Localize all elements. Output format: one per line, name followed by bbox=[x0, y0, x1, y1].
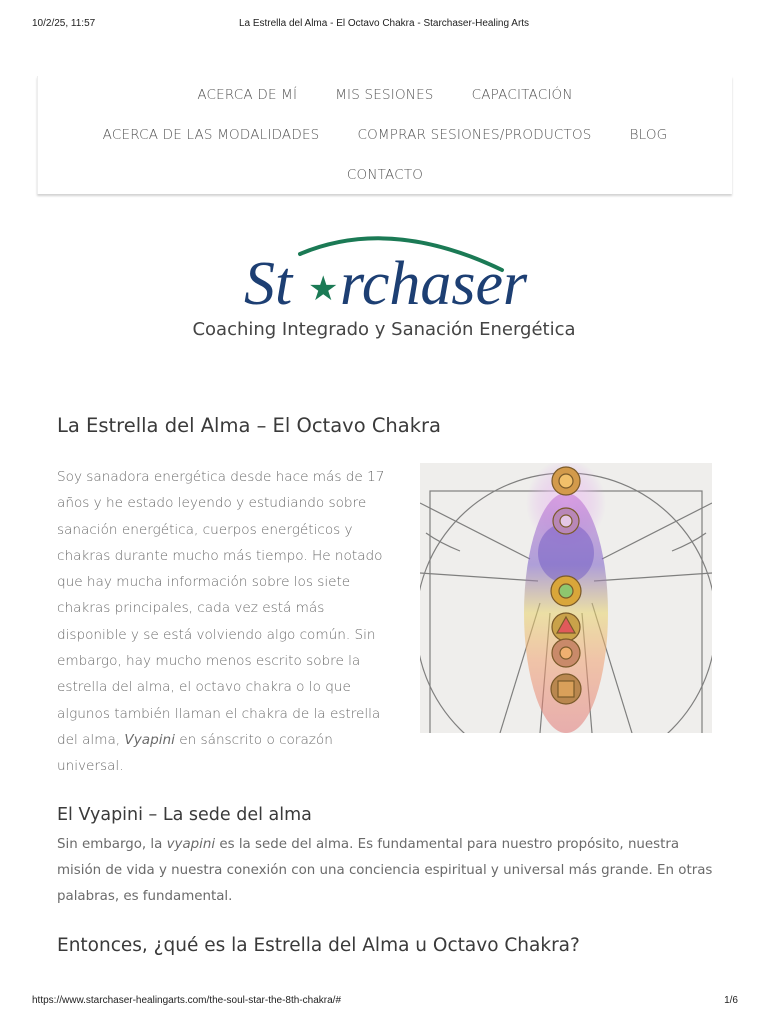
print-footer bbox=[0, 995, 768, 1009]
intro-text-b: en sánscrito o corazón universal. bbox=[57, 731, 333, 775]
print-header bbox=[0, 18, 768, 32]
intro-paragraph bbox=[57, 464, 387, 780]
print-url: https://www.starchaser-healingarts.com/the-soul-star-the-8th-chakra/# bbox=[32, 995, 342, 1006]
logo-text-right: rchaser bbox=[340, 250, 528, 314]
site-tagline: Coaching Integrado y Sanación Energética bbox=[192, 319, 576, 340]
logo-text-left: St bbox=[244, 250, 293, 314]
print-datetime: 10/2/25, 11:57 bbox=[32, 18, 96, 29]
intro-text-a: Soy sanadora energética desde hace más de 17 años y he estado leyendo y estudiando sobre sanación energética, cuerpos energéticos y chakras durante mucho más tiempo. He notado que hay mucha información sobre los siete chakras principales, cada vez está más disponible y se está volviendo algo común. Sin embargo, hay mucho menos escrito sobre la estrella del alma, el octavo chakra o lo que algunos también llaman el chakra de la estrella del alma, bbox=[57, 469, 385, 748]
section-heading-vyapini: El Vyapini – La sede del alma bbox=[57, 805, 312, 825]
print-page-title: La Estrella del Alma - El Octavo Chakra - Starchaser-Healing Arts bbox=[238, 18, 530, 29]
logo-graphic bbox=[240, 228, 530, 314]
para2-text-a: Sin embargo, la bbox=[57, 837, 167, 852]
nav-row-2 bbox=[38, 127, 732, 143]
nav-item-capacitacion[interactable]: CAPACITACIÓN bbox=[471, 87, 573, 103]
para2-text-b: es la sede del alma. Es fundamental para nuestro propósito, nuestra misión de vida y nuestra conexión con una conciencia espiritual y universal más grande. En otras palabras, es fundamental. bbox=[57, 837, 713, 904]
article-title: La Estrella del Alma – El Octavo Chakra bbox=[57, 414, 442, 437]
main-navigation bbox=[37, 76, 732, 194]
nav-item-contacto[interactable]: CONTACTO bbox=[346, 167, 424, 183]
nav-item-acerca-de-mi[interactable]: ACERCA DE MÍ bbox=[197, 87, 298, 103]
para2-text-em: vyapini bbox=[166, 837, 216, 852]
nav-item-mis-sesiones[interactable]: MIS SESIONES bbox=[335, 87, 434, 103]
nav-row-3 bbox=[38, 167, 732, 183]
logo-star-icon: ★ bbox=[308, 269, 339, 309]
vitruvian-chakra-figure-icon bbox=[420, 463, 712, 733]
starchaser-logo[interactable] bbox=[240, 228, 530, 314]
print-page-number: 1/6 bbox=[724, 995, 738, 1006]
section-heading-question: Entonces, ¿qué es la Estrella del Alma u Octavo Chakra? bbox=[57, 935, 580, 956]
nav-item-modalidades[interactable]: ACERCA DE LAS MODALIDADES bbox=[102, 127, 320, 143]
nav-row-1 bbox=[38, 87, 732, 103]
intro-text-em: Vyapini bbox=[124, 731, 175, 748]
nav-item-blog[interactable]: BLOG bbox=[629, 127, 668, 143]
vitruvian-chakra-image bbox=[420, 463, 712, 733]
nav-item-comprar[interactable]: COMPRAR SESIONES/PRODUCTOS bbox=[357, 127, 592, 143]
vyapini-paragraph bbox=[57, 832, 717, 910]
